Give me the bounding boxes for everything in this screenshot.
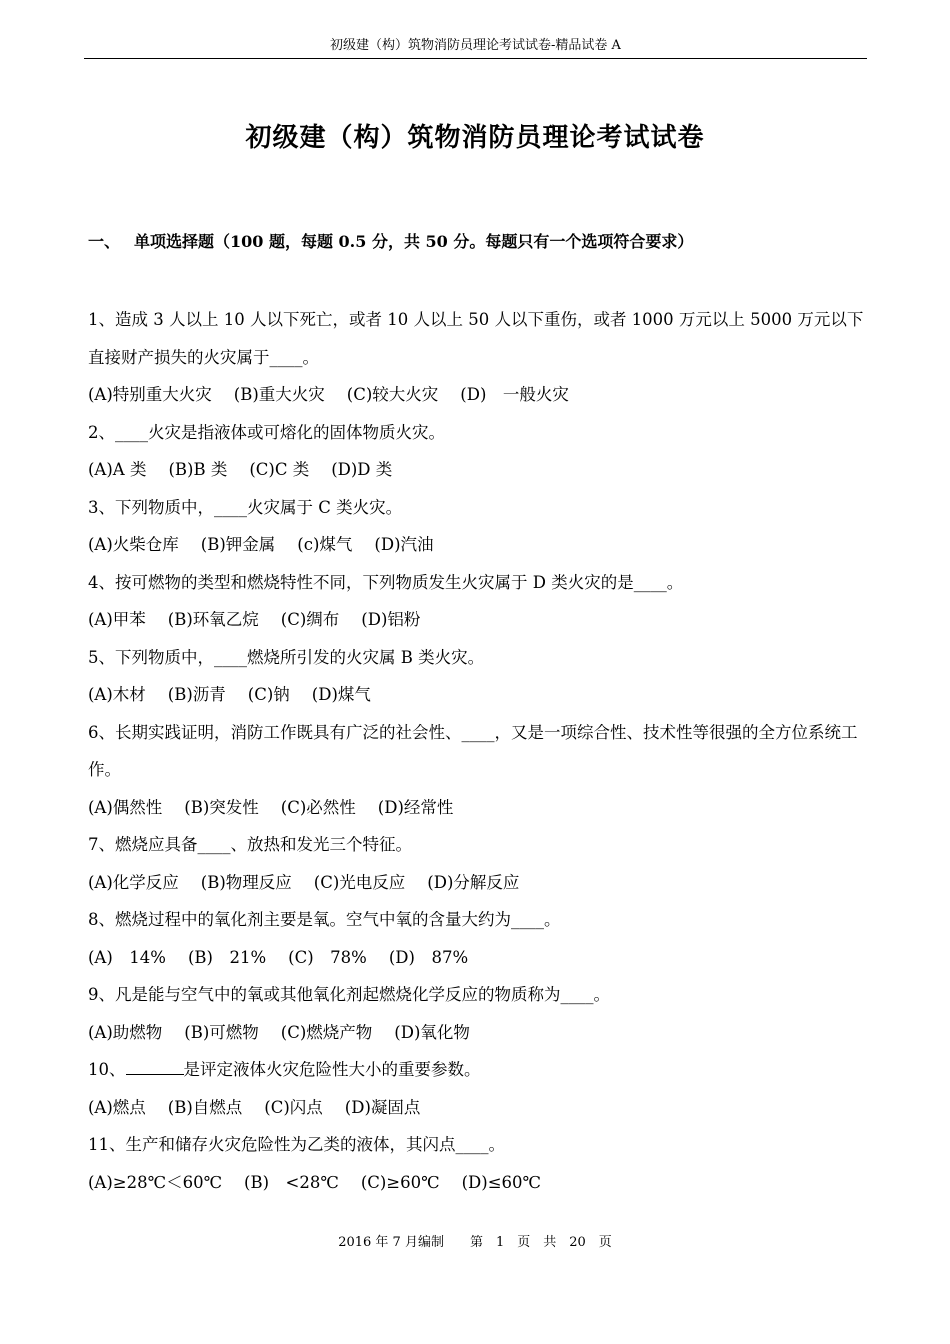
- option: (C)燃烧产物: [280, 1022, 373, 1042]
- answer-blank: [126, 1056, 184, 1075]
- question-10-prefix: 10、: [88, 1060, 126, 1079]
- question-10-stem: [88, 1051, 868, 1089]
- option: (A)甲苯: [88, 610, 146, 629]
- question-5-options: [88, 676, 868, 714]
- option: (A)化学反应: [88, 872, 179, 892]
- question-list: [88, 301, 868, 1201]
- option: (C)光电反应: [313, 872, 406, 892]
- option: (A)火柴仓库: [88, 535, 179, 554]
- question-9-stem: 9、凡是能与空气中的氧或其他氧化剂起燃烧化学反应的物质称为____。: [88, 985, 610, 1004]
- question-6-stem: 6、长期实践证明，消防工作既具有广泛的社会性、____，又是一项综合性、技术性等很强的全方位系统工作。: [88, 722, 858, 779]
- option: (D)煤气: [311, 685, 371, 704]
- option: (B)可燃物: [184, 1022, 259, 1042]
- question-1-options: [88, 376, 868, 414]
- option: (B)重大火灾: [233, 385, 325, 404]
- question-1-stem: 1、造成 3 人以上 10 人以下死亡，或者 10 人以上 50 人以下重伤，或者 1000 万元以上 5000 万元以下直接财产损失的火灾属于____。: [88, 310, 864, 367]
- question-11-stem: 11、生产和储存火灾危险性为乙类的液体，其闪点____。: [88, 1135, 505, 1154]
- question-5-stem: 5、下列物质中，____燃烧所引发的火灾属 B 类火灾。: [88, 647, 485, 667]
- question-4-stem: 4、按可燃物的类型和燃烧特性不同，下列物质发生火灾属于 D 类火灾的是____。: [88, 572, 684, 592]
- option: (D)D 类: [331, 460, 393, 479]
- option: (A)偶然性: [88, 797, 163, 817]
- question-7-stem: 7、燃烧应具备____、放热和发光三个特征。: [88, 835, 412, 854]
- section-heading: [88, 230, 693, 254]
- option: (C)≥60℃: [360, 1172, 440, 1192]
- option: (A)≥28℃＜60℃: [88, 1172, 223, 1192]
- question-6-options: [88, 789, 868, 827]
- page-footer: [0, 1234, 950, 1252]
- page-number: 第 1 页 共 20 页: [469, 1235, 612, 1250]
- option: (B)钾金属: [200, 535, 276, 554]
- running-header: 初级建（构）筑物消防员理论考试试卷-精品试卷 A: [330, 38, 621, 53]
- option: (D) 87%: [388, 947, 469, 967]
- compiled-date: 2016 年 7 月编制: [338, 1235, 444, 1250]
- option: (B) <28℃: [244, 1172, 339, 1192]
- option: (D)≤60℃: [461, 1172, 541, 1192]
- option: (A)助燃物: [88, 1022, 163, 1042]
- question-8-options: [88, 939, 868, 977]
- option: (C) 78%: [288, 947, 367, 967]
- document-title: 初级建（构）筑物消防员理论考试试卷: [245, 123, 705, 153]
- question-9-options: [88, 1014, 868, 1052]
- question-10-suffix: 是评定液体火灾危险性大小的重要参数。: [183, 1060, 481, 1079]
- option: (C)闪点: [264, 1097, 323, 1117]
- question-8-stem: 8、燃烧过程中的氧化剂主要是氧。空气中氧的含量大约为____。: [88, 910, 561, 929]
- option: (B)沥青: [167, 685, 226, 704]
- option: (B)突发性: [184, 797, 259, 817]
- question-7-options: [88, 864, 868, 902]
- option: (C)必然性: [280, 797, 356, 817]
- header-rule: [84, 58, 867, 59]
- option: (B)自燃点: [167, 1097, 243, 1117]
- question-3-options: [88, 526, 868, 564]
- option: (B)B 类: [168, 460, 228, 479]
- option: (D)氧化物: [394, 1022, 470, 1042]
- option: (A)A 类: [88, 460, 147, 479]
- section-number: 一、: [88, 232, 121, 251]
- option: (C)绸布: [280, 610, 340, 629]
- question-10-options: [88, 1089, 868, 1127]
- option: (D)经常性: [377, 797, 454, 817]
- option: (D)汽油: [374, 535, 434, 554]
- option: (A)特别重大火灾: [88, 385, 212, 404]
- option: (B) 21%: [187, 947, 267, 967]
- option: (D)分解反应: [427, 872, 520, 892]
- option: (D) 一般火灾: [460, 385, 569, 404]
- option: (A) 14%: [88, 947, 166, 967]
- option: (D)凝固点: [344, 1097, 421, 1117]
- option: (B)环氧乙烷: [167, 610, 259, 629]
- question-2-options: [88, 451, 868, 489]
- option: (C)较大火灾: [346, 385, 439, 404]
- option: (A)燃点: [88, 1097, 146, 1117]
- option: (C)钠: [247, 685, 290, 704]
- question-3-stem: 3、下列物质中，____火灾属于 C 类火灾。: [88, 497, 403, 517]
- option: (c)煤气: [297, 535, 353, 554]
- option: (A)木材: [88, 685, 146, 704]
- option: (C)C 类: [249, 460, 310, 479]
- question-4-options: [88, 601, 868, 639]
- question-11-options: [88, 1164, 868, 1202]
- option: (B)物理反应: [200, 872, 292, 892]
- question-2-stem: 2、____火灾是指液体或可熔化的固体物质火灾。: [88, 422, 445, 442]
- option: (D)铝粉: [361, 610, 421, 629]
- section-text: 单项选择题（100 题，每题 0.5 分，共 50 分。每题只有一个选项符合要求）: [134, 232, 694, 251]
